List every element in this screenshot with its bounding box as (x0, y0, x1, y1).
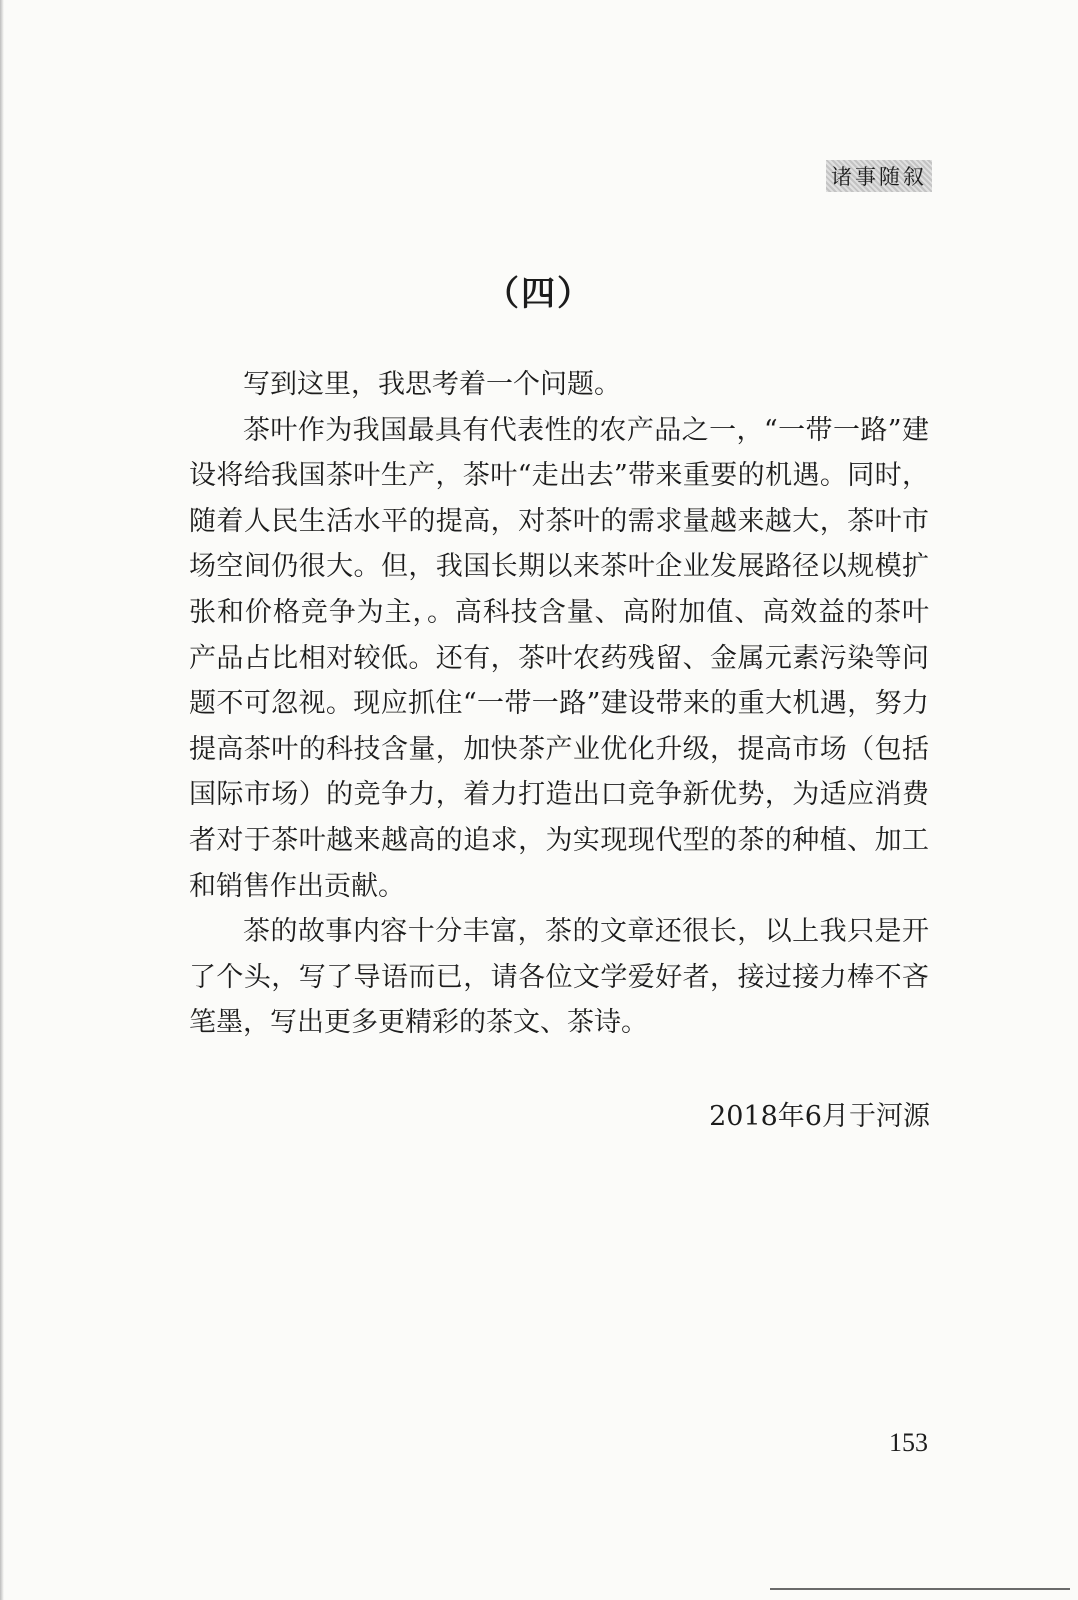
running-head: 诸事随叙 (826, 160, 932, 192)
body-text (189, 362, 929, 1046)
scan-bottom-edge (770, 1588, 1070, 1590)
paragraph-1: 写到这里，我思考着一个问题。 (243, 369, 621, 400)
scan-left-edge (0, 0, 4, 1600)
paragraph-3: 茶的故事内容十分丰富，茶的文章还很长，以上我只是开了个头，写了导语而已，请各位文学爱好者，接过接力棒不吝笔墨，写出更多更精彩的茶文、茶诗。 (189, 916, 929, 1039)
paragraph-2: 茶叶作为我国最具有代表性的农产品之一，“一带一路”建设将给我国茶叶生产，茶叶“走出去”带来重要的机遇。同时，随着人民生活水平的提高，对茶叶的需求量越来越大，茶叶市场空间仍很大。但，我国长期以来茶叶企业发展路径以规模扩张和价格竞争为主，。高科技含量、高附加值、高效益的茶叶产品占比相对较低。还有，茶叶农药残留、金属元素污染等问题不可忽视。现应抓住“一带一路”建设带来的重大机遇，努力提高茶叶的科技含量，加快茶产业优化升级，提高市场（包括国际市场）的竞争力，着力打造出口竞争新优势，为适应消费者对于茶叶越来越高的追求，为实现现代型的茶的种植、加工和销售作出贡献。 (189, 414, 929, 902)
page-number: 153 (889, 1428, 928, 1457)
section-title: （四） (485, 274, 593, 314)
date-place-signoff: 2018年6月于河源 (709, 1101, 930, 1132)
